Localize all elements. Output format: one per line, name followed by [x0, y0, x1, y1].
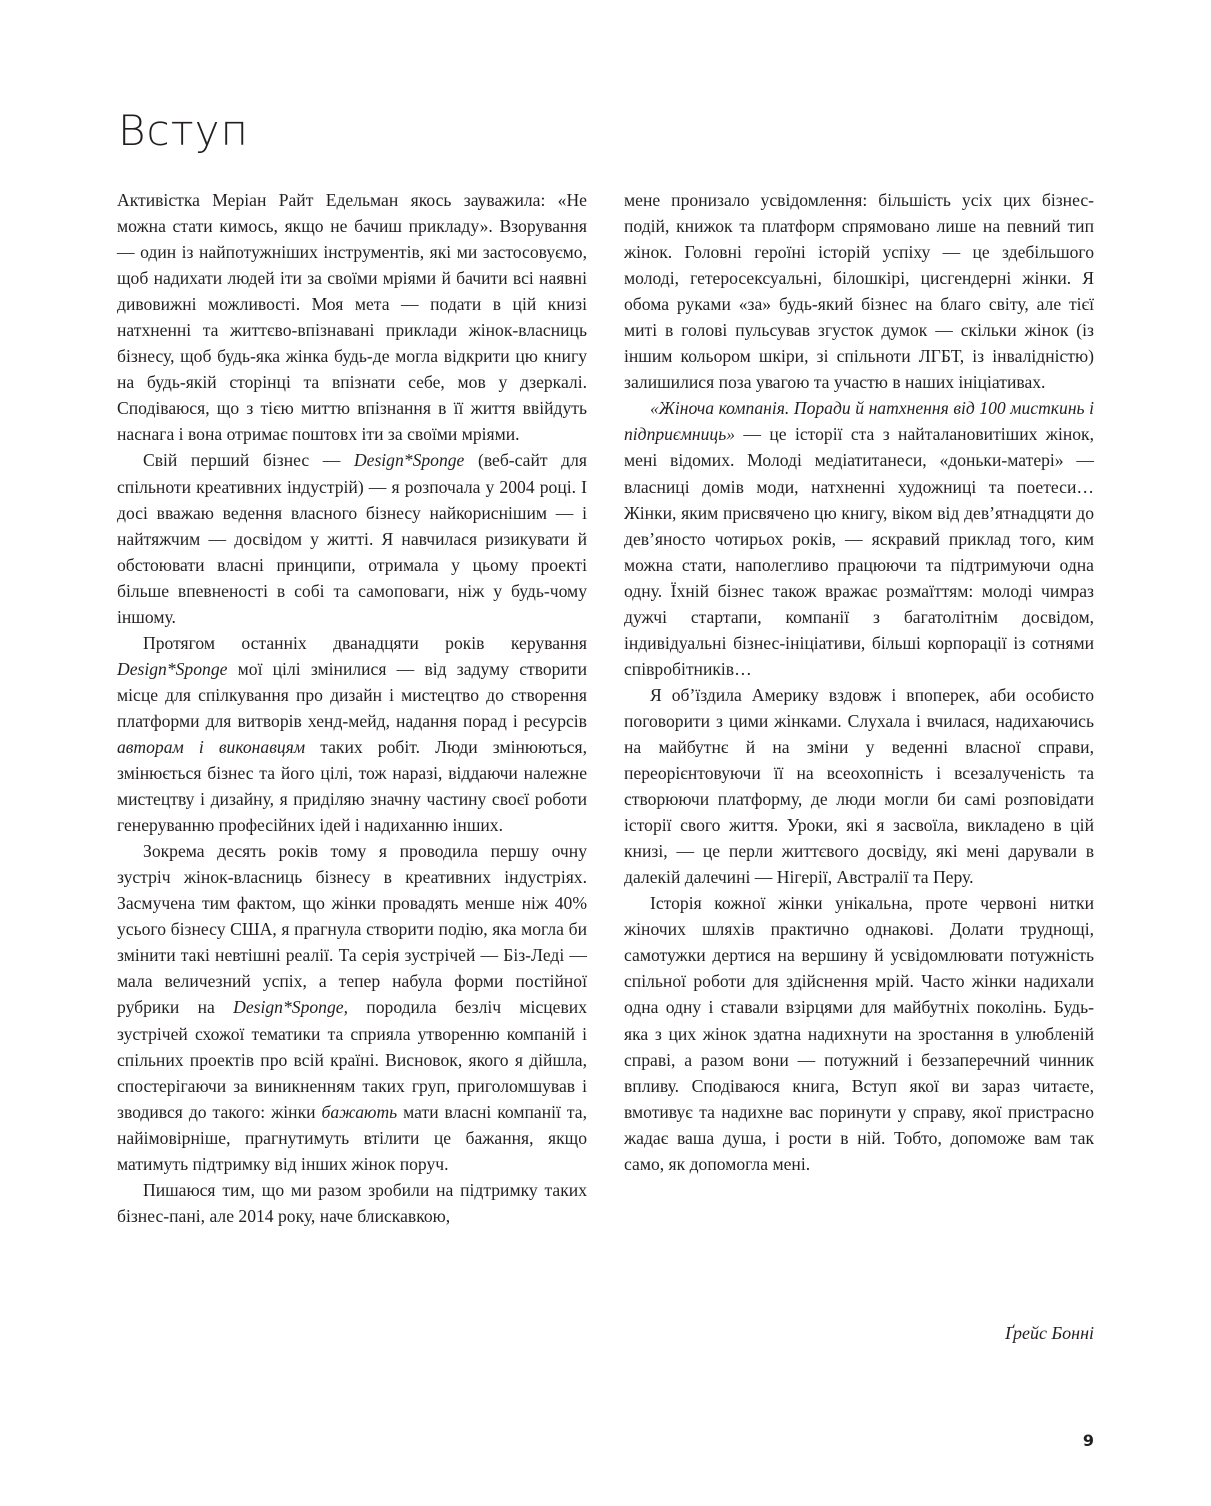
text-run: (веб-сайт для спільноти креативних індустрій) — я розпочала у 2004 році. І досі вважаю ведення власного бізнесу найкориснішим — і найтяжчим — досвідом у житті. Я навчилася ризикувати й обстоювати власні принципи, отримала у цьому проекті більше впевненості в собі та самоповаги, ніж у будь-чому іншому. — [117, 450, 587, 627]
italic-text: «Жіноча компанія. Поради й натхнення від 100 мисткинь і підприємниць» — [624, 398, 1094, 445]
left-text-column — [117, 187, 587, 1229]
paragraph — [117, 630, 587, 838]
text-run: Свій перший бізнес — — [143, 450, 354, 471]
italic-text: Design*Sponge, — [233, 997, 348, 1018]
italic-text: бажають — [321, 1101, 398, 1122]
right-text-column — [624, 187, 1094, 1177]
text-run: таких робіт. Люди змінюються, змінюється бізнес та його цілі, тож наразі, віддаючи належне мистецтву і дизайну, я приділяю значну частину своєї роботи генеруванню професійних ідей і надиханню інших. — [117, 736, 587, 836]
text-run: мати власні компанії та, найімовірніше, прагнутимуть втілити це бажання, якщо матимуть підтримку від інших жінок поруч. — [117, 1101, 587, 1174]
paragraph: мене пронизало усвідомлення: більшість усіх цих бізнес-подій, книжок та платформ спрямовано лише на певний тип жінок. Головні героїні історій успіху — це здебільшого молоді, гетеросексуальні, білошкірі, цисгендерні жінки. Я обома руками «за» будь-який бізнес на благо світу, але тієї миті в голові пульсував згусток думок — скільки жінок (із іншим кольором шкіри, зі спільноти ЛГБТ, із інвалідністю) залишилися поза увагою та участю в наших ініціативах. — [624, 190, 1094, 393]
page-title: Вступ — [118, 106, 249, 155]
text-run: Зокрема десять років тому я проводила першу очну зустріч жінок-власниць бізнесу в креативних індустріях. Засмучена тим фактом, що жінки провадять менше ніж 40% усього бізнесу США, я прагнула створити подію, яка могла би змінити такі невтішні реалії. Та серія зустрічей — Біз-Леді — мала величезний успіх, а тепер набула форми постійної рубрики на — [117, 841, 587, 1018]
page-number: 9 — [1082, 1431, 1094, 1450]
text-run: — це історії ста з найталановитіших жінок, мені відомих. Молоді медіатитанеси, «доньки-матері» — власниці домів моди, натхненні художниці та поетеси… Жінки, яким присвячено цю книгу, віком від дев’ятнадцяти до дев’яносто чотирьох років, — яскравий приклад того, ким можна стати, наполегливо працюючи та підтримуючи одна одну. Їхній бізнес також вражає розмаїттям: молоді чимраз дужчі стартапи, компанії з багатолітнім досвідом, індивідуальні бізнес-ініціативи, більші корпорації із сотнями співробітників… — [624, 424, 1094, 679]
paragraph — [624, 395, 1094, 682]
italic-text: Design*Sponge — [117, 658, 228, 679]
text-run: Протягом останніх дванадцяти років керування — [143, 632, 587, 653]
author-signature: Ґрейс Бонні — [1005, 1323, 1094, 1343]
italic-text: Design*Sponge — [353, 450, 465, 471]
paragraph: Активістка Меріан Райт Едельман якось зауважила: «Не можна стати кимось, якщо не бачиш прикладу». Взорування — один із найпотужніших інструментів, які ми застосовуємо, щоб надихати людей іти за своїми мріями й бачити всі наявні дивовижні можливості. Моя мета — подати в цій книзі натхненні та життєво-впізнавані приклади жінок-власниць бізнесу, щоб будь-яка жінка будь-де могла відкрити цю книгу на будь-якій сторінці та впізнати себе, мов у дзеркалі. Сподіваюся, що з тією миттю впізнання в її життя ввійдуть наснага і вона отримає поштовх іти за своїми мріями. — [117, 190, 587, 445]
italic-text: авторам і виконавцям — [117, 736, 306, 757]
paragraph — [117, 447, 587, 629]
paragraph: Пишаюся тим, що ми разом зробили на підтримку таких бізнес-пані, але 2014 року, наче блискавкою, — [117, 1179, 587, 1226]
text-run: породила безліч місцевих зустрічей схожої тематики та сприяла утворенню компаній і спільних проектів про всій країні. Висновок, якого я дійшла, спостерігаючи за виникненням таких груп, приголомшував і зводився до такого: жінки — [117, 997, 588, 1122]
text-run: мої цілі змінилися — від задуму створити місце для спілкування про дизайн і мистецтво до створення платформи для витворів хенд-мейд, надання порад і ресурсів — [117, 658, 587, 731]
paragraph: Я об’їздила Америку вздовж і впоперек, аби особисто поговорити з цими жінками. Слухала і вчилася, надихаючись на майбутнє й на зміни у веденні власної справи, переорієнтовуючи її на всеохопність і всезалученість та створюючи платформу, де люди могли би самі розповідати історії свого життя. Уроки, які я засвоїла, викладено в цій книзі, — це перли життєвого досвіду, які мені дарували в далекій далечині — Нігерії, Австралії та Перу. — [624, 684, 1094, 888]
paragraph: Історія кожної жінки унікальна, проте червоні нитки жіночих шляхів практично однакові. Долати труднощі, самотужки дертися на вершину й усвідомлювати потужність спільної роботи для здійснення мрій. Часто жінки надихали одна одну і ставали взірцями для майбутніх поколінь. Будь-яка з цих жінок здатна надихнути на зростання в улюбленій справі, а разом вони — потужний і беззаперечний чинник впливу. Сподіваюся книга, Вступ якої ви зараз читаєте, вмотивує та надихне вас поринути у справу, якої пристрасно жадає ваша душа, і рости в ній. Тобто, допоможе вам так само, як допомогла мені. — [624, 893, 1094, 1174]
paragraph — [117, 838, 587, 1177]
